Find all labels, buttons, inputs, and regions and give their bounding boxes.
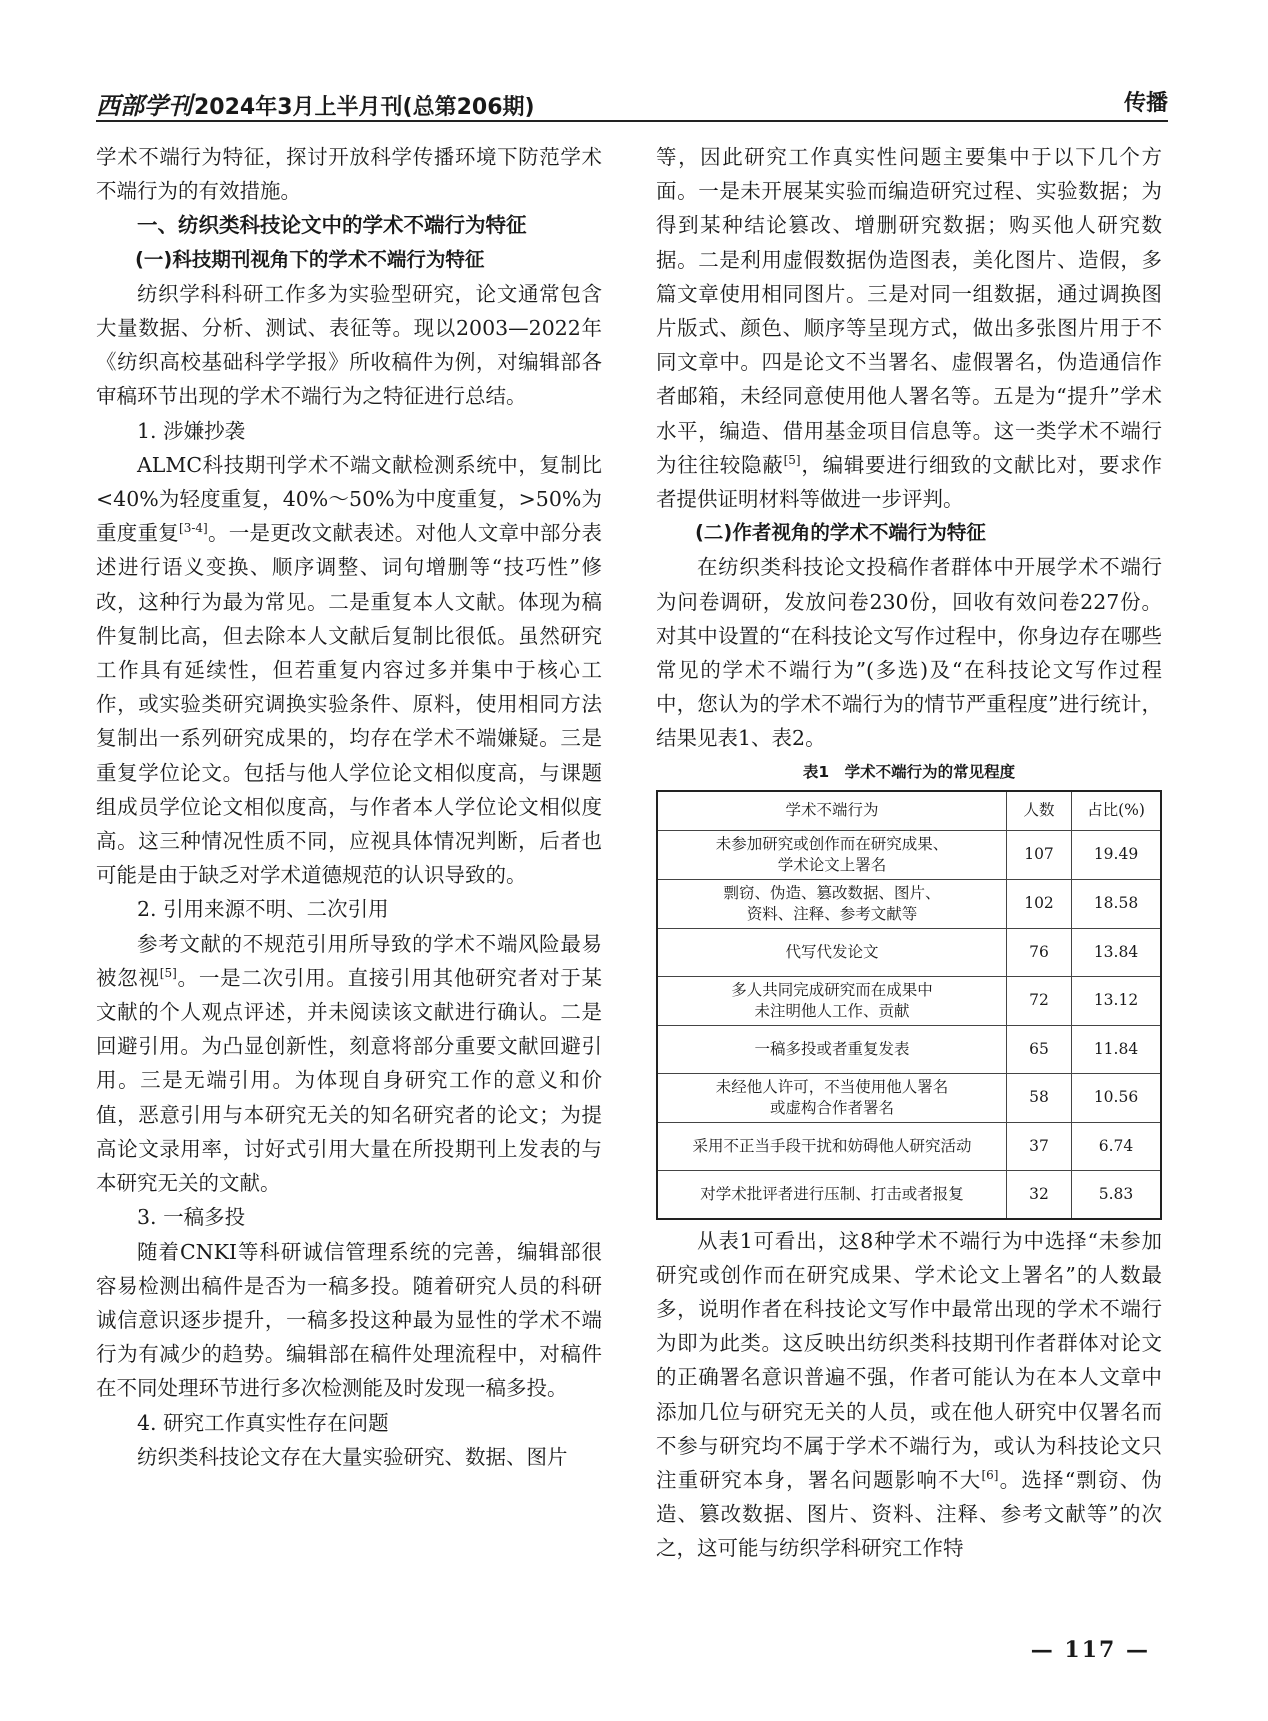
cell-behavior — [657, 1025, 1007, 1073]
section-name: 传播 — [1123, 91, 1168, 116]
page-number: — 117 — — [1030, 1637, 1150, 1663]
subsubsection-heading: 1. 涉嫌抄袭 — [137, 418, 246, 443]
table-body — [657, 830, 1161, 1219]
cell-behavior-line: 一稿多投或者重复发表 — [754, 1039, 910, 1058]
cell-count: 37 — [1007, 1122, 1072, 1170]
paragraph: 学术不端行为特征，探讨开放科学传播环境下防范学术不端行为的有效措施。 — [96, 145, 602, 204]
cell-behavior — [657, 928, 1007, 976]
table-row — [657, 1170, 1161, 1219]
page-header — [96, 84, 1168, 122]
subsubsection-heading: 4. 研究工作真实性存在问题 — [137, 1410, 389, 1435]
cell-behavior-line: 或虚构合作者署名 — [769, 1098, 894, 1117]
cell-percent: 13.84 — [1072, 928, 1162, 976]
cell-percent: 10.56 — [1072, 1073, 1162, 1122]
subsubsection-heading: 3. 一稿多投 — [137, 1205, 246, 1230]
paragraph-text: 。选择“剽窃、伪造、篡改数据、图片、资料、注释、参考文献等”的次之，这可能与纺织学科研究工作特 — [656, 1468, 1163, 1561]
subsubsection-heading: 2. 引用来源不明、二次引用 — [137, 897, 389, 922]
cell-behavior-line: 代写代发论文 — [785, 942, 879, 961]
cell-behavior-line: 未参加研究或创作而在研究成果、 — [715, 834, 949, 853]
paragraph-text: 。一是更改文献表述。对他人文章中部分表述进行语义变换、顺序调整、词句增删等“技巧性”修改，这种行为最为常见。二是重复本人文献。体现为稿件复制比高，但去除本人文献后复制比很低。虽然研究工作具有延续性，但若重复内容过多并集中于核心工作，或实验类研究调换实验条件、原料，使用相同方法复制出一系列研究成果的，均存在学术不端嫌疑。三是重复学位论文。包括与他人学位论文相似度高，与课题组成员学位论文相似度高，与作者本人学位论文相似度高。这三种情况性质不同，应视具体情况判断，后者也可能是由于缺乏对学术道德规范的认识导致的。 — [96, 521, 603, 888]
table-row — [657, 1073, 1161, 1122]
subsection-heading: (一)科技期刊视角下的学术不端行为特征 — [135, 247, 485, 271]
cell-percent: 19.49 — [1072, 830, 1162, 879]
cell-behavior-line: 多人共同完成研究而在成果中 — [731, 980, 933, 999]
citation-ref: [3-4] — [179, 521, 208, 536]
cell-count: 32 — [1007, 1170, 1072, 1219]
paragraph: 纺织类科技论文存在大量实验研究、数据、图片 — [137, 1444, 568, 1469]
right-column — [656, 140, 1162, 1566]
table-row — [657, 928, 1161, 976]
table-row — [657, 879, 1161, 928]
subsection-heading: (二)作者视角的学术不端行为特征 — [695, 521, 986, 545]
cell-behavior — [657, 830, 1007, 879]
table-row — [657, 1122, 1161, 1170]
paragraph — [656, 1224, 1162, 1566]
cell-count: 76 — [1007, 928, 1072, 976]
cell-percent: 6.74 — [1072, 1122, 1162, 1170]
cell-behavior — [657, 1170, 1007, 1219]
paragraph — [96, 448, 602, 893]
cell-count: 58 — [1007, 1073, 1072, 1122]
cell-behavior-line: 学术论文上署名 — [777, 855, 887, 874]
section-heading: 一、纺织类科技论文中的学术不端行为特征 — [137, 213, 527, 238]
cell-percent: 13.12 — [1072, 976, 1162, 1025]
paragraph-text: 参考文献的不规范引用所导致的学术不端风险最易被忽视 — [96, 931, 602, 990]
cell-percent: 5.83 — [1072, 1170, 1162, 1219]
journal-issue: 2024年3月上半月刊(总第206期) — [194, 95, 535, 120]
table-row — [657, 1025, 1161, 1073]
cell-count: 102 — [1007, 879, 1072, 928]
cell-percent: 11.84 — [1072, 1025, 1162, 1073]
column-header: 占比(%) — [1072, 791, 1162, 831]
table-row — [657, 830, 1161, 879]
cell-behavior — [657, 879, 1007, 928]
paragraph-text: 。一是二次引用。直接引用其他研究者对于某文献的个人观点评述，并未阅读该文献进行确认。二是回避引用。为凸显创新性，刻意将部分重要文献回避引用。三是无端引用。为体现自身研究工作的意义和价值，恶意引用与本研究无关的知名研究者的论文；为提高论文录用率，讨好式引用大量在所投期刊上发表的与本研究无关的文献。 — [96, 965, 603, 1196]
paragraph: 随着CNKI等科研诚信管理系统的完善，编辑部很容易检测出稿件是否为一稿多投。随着研究人员的科研诚信意识逐步提升，一稿多投这种最为显性的学术不端行为有减少的趋势。编辑部在稿件处理流程中，对稿件在不同处理环节进行多次检测能及时发现一稿多投。 — [96, 1239, 602, 1401]
cell-percent: 18.58 — [1072, 879, 1162, 928]
cell-count: 72 — [1007, 976, 1072, 1025]
cell-behavior — [657, 976, 1007, 1025]
paragraph-text: ALMC科技期刊学术不端文献检测系统中，复制比<40%为轻度重复，40%～50%为中度重复，>50%为重度重复 — [96, 452, 602, 546]
table-row — [657, 976, 1161, 1025]
paragraph-text: 从表1可看出，这8种学术不端行为中选择“未参加研究或创作而在研究成果、学术论文上署名”的人数最多，说明作者在科技论文写作中最常出现的学术不端行为即为此类。这反映出纺织类科技期刊作者群体对论文的正确署名意识普遍不强，作者可能认为在本人文章中添加几位与研究无关的人员，或在他人研究中仅署名而不参与研究均不属于学术不端行为，或认为科技论文只注重研究本身，署名问题影响不大 — [656, 1228, 1162, 1493]
cell-behavior-line: 未注明他人工作、贡献 — [754, 1001, 910, 1020]
column-header: 人数 — [1007, 791, 1072, 831]
cell-behavior-line: 资料、注释、参考文献等 — [746, 904, 918, 923]
left-column — [96, 140, 602, 1474]
table-caption: 表1 学术不端行为的常见程度 — [802, 762, 1016, 781]
cell-count: 65 — [1007, 1025, 1072, 1073]
citation-ref: [5] — [159, 965, 177, 980]
paragraph-text: ，编辑要进行细致的文献比对，要求作者提供证明材料等做进一步评判。 — [656, 452, 1163, 512]
data-table — [656, 790, 1162, 1220]
table-header-row — [657, 791, 1161, 831]
journal-logo: 西部学刊 — [96, 91, 192, 120]
journal-title — [96, 86, 535, 121]
paragraph: 纺织学科科研工作多为实验型研究，论文通常包含大量数据、分析、测试、表征等。现以2003—2022年《纺织高校基础科学学报》所收稿件为例，对编辑部各审稿环节出现的学术不端行为之特征进行总结。 — [96, 281, 602, 409]
citation-ref: [5] — [783, 452, 801, 467]
paragraph: 在纺织类科技论文投稿作者群体中开展学术不端行为问卷调研，发放问卷230份，回收有效问卷227份。对其中设置的“在科技论文写作过程中，你身边存在哪些常见的学术不端行为”(多选)及“在科技论文写作过程中，您认为的学术不端行为的情节严重程度”进行统计，结果见表1、表2。 — [656, 555, 1162, 751]
paragraph-text: 等，因此研究工作真实性问题主要集中于以下几个方面。一是未开展某实验而编造研究过程、实验数据；为得到某种结论篡改、增删研究数据；购买他人研究数据。二是利用虚假数据伪造图表，美化图片、造假，多篇文章使用相同图片。三是对同一组数据，通过调换图片版式、颜色、顺序等呈现方式，做出多张图片用于不同文章中。四是论文不当署名、虚假署名，伪造通信作者邮箱，未经同意使用他人署名等。五是为“提升”学术水平，编造、借用基金项目信息等。这一类学术不端行为往往较隐蔽 — [656, 145, 1162, 477]
cell-behavior-line: 对学术批评者进行压制、打击或者报复 — [700, 1184, 964, 1203]
citation-ref: [6] — [981, 1468, 999, 1483]
paragraph — [96, 927, 602, 1201]
cell-behavior-line: 未经他人许可，不当使用他人署名 — [715, 1077, 949, 1096]
cell-behavior — [657, 1073, 1007, 1122]
paragraph — [656, 140, 1162, 516]
cell-behavior — [657, 1122, 1007, 1170]
cell-behavior-line: 剽窃、伪造、篡改数据、图片、 — [723, 883, 941, 902]
column-header: 学术不端行为 — [657, 791, 1007, 831]
cell-count: 107 — [1007, 830, 1072, 879]
cell-behavior-line: 采用不正当手段干扰和妨碍他人研究活动 — [692, 1136, 972, 1155]
